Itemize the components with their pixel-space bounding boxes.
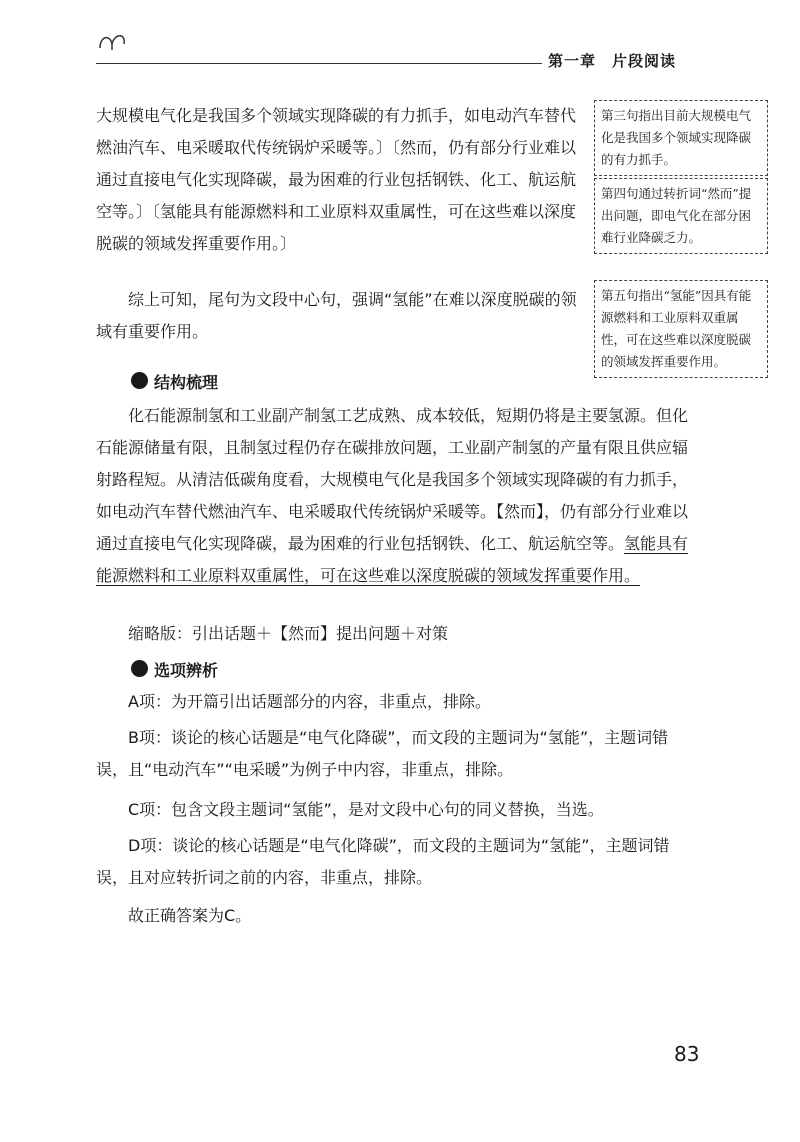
chapter-title: 片段阅读 [612,52,677,70]
option-a: A项：为开篇引出话题部分的内容，非重点，排除。 [128,692,491,711]
section-title-structure: 结构梳理 [154,373,219,392]
section-badge-icon [131,660,148,677]
key-sentence: 氢能具有能源燃料和工业原料双重属性，可在这些难以深度脱碳的领域发挥重要作用。 [96,534,689,585]
side-note: 第三句指出目前大规模电气化是我国多个领域实现降碳的有力抓手。 [594,100,768,176]
leaf-icon [96,28,130,52]
structure-paragraph [96,400,692,592]
side-note: 第四句通过转折词“然而”提出问题，即电气化在部分困难行业降碳乏力。 [594,178,768,254]
option-c: C项：包含文段主题词“氢能”，是对文段中心句的同义替换，当选。 [128,800,604,819]
answer-line: 故正确答案为C。 [128,906,252,925]
header-rule [96,63,542,64]
structure-text: 化石能源制氢和工业副产制氢工艺成熟、成本较低，短期仍将是主要氢源。但化石能源储量有限，且制氢过程仍存在碳排放问题，工业副产制氢的产量有限且供应辐射路程短。从清洁低碳角度看，大规模电气化是我国多个领域实现降碳的有力抓手，如电动汽车替代燃油汽车、电采暖取代传统锅炉采暖等。【然而】，仍有部分行业难以通过直接电气化实现降碳，最为困难的行业包括钢铁、化工、航运航空等。 [96,406,689,553]
chapter-heading [548,50,676,71]
chapter-number: 第一章 [548,52,597,70]
side-note: 第五句指出“氢能”因具有能源燃料和工业原料双重属性，可在这些难以深度脱碳的领域发挥重要作用。 [594,280,768,378]
summary-line: 缩略版：引出话题＋【然而】提出问题＋对策 [128,624,449,643]
option-b: B项：谈论的核心话题是“电气化降碳”，而文段的主题词为“氢能”，主题词错误，且“电动汽车”“电采暖”为例子中内容，非重点，排除。 [96,728,669,779]
section-title-options: 选项辨析 [154,661,219,680]
option-d: D项：谈论的核心话题是“电气化降碳”，而文段的主题词为“氢能”，主题词错误，且对应转折词之前的内容，非重点，排除。 [96,836,670,887]
section-badge-icon [131,372,148,389]
page-number: 83 [674,1042,700,1066]
conclusion-paragraph: 综上可知，尾句为文段中心句，强调“氢能”在难以深度脱碳的领域有重要作用。 [96,290,577,341]
passage-paragraph: 大规模电气化是我国多个领域实现降碳的有力抓手，如电动汽车替代燃油汽车、电采暖取代传统锅炉采暖等。〕〔然而，仍有部分行业难以通过直接电气化实现降碳，最为困难的行业包括钢铁、化工、航运航空等。〕〔氢能具有能源燃料和工业原料双重属性，可在这些难以深度脱碳的领域发挥重要作用。〕 [96,106,577,253]
